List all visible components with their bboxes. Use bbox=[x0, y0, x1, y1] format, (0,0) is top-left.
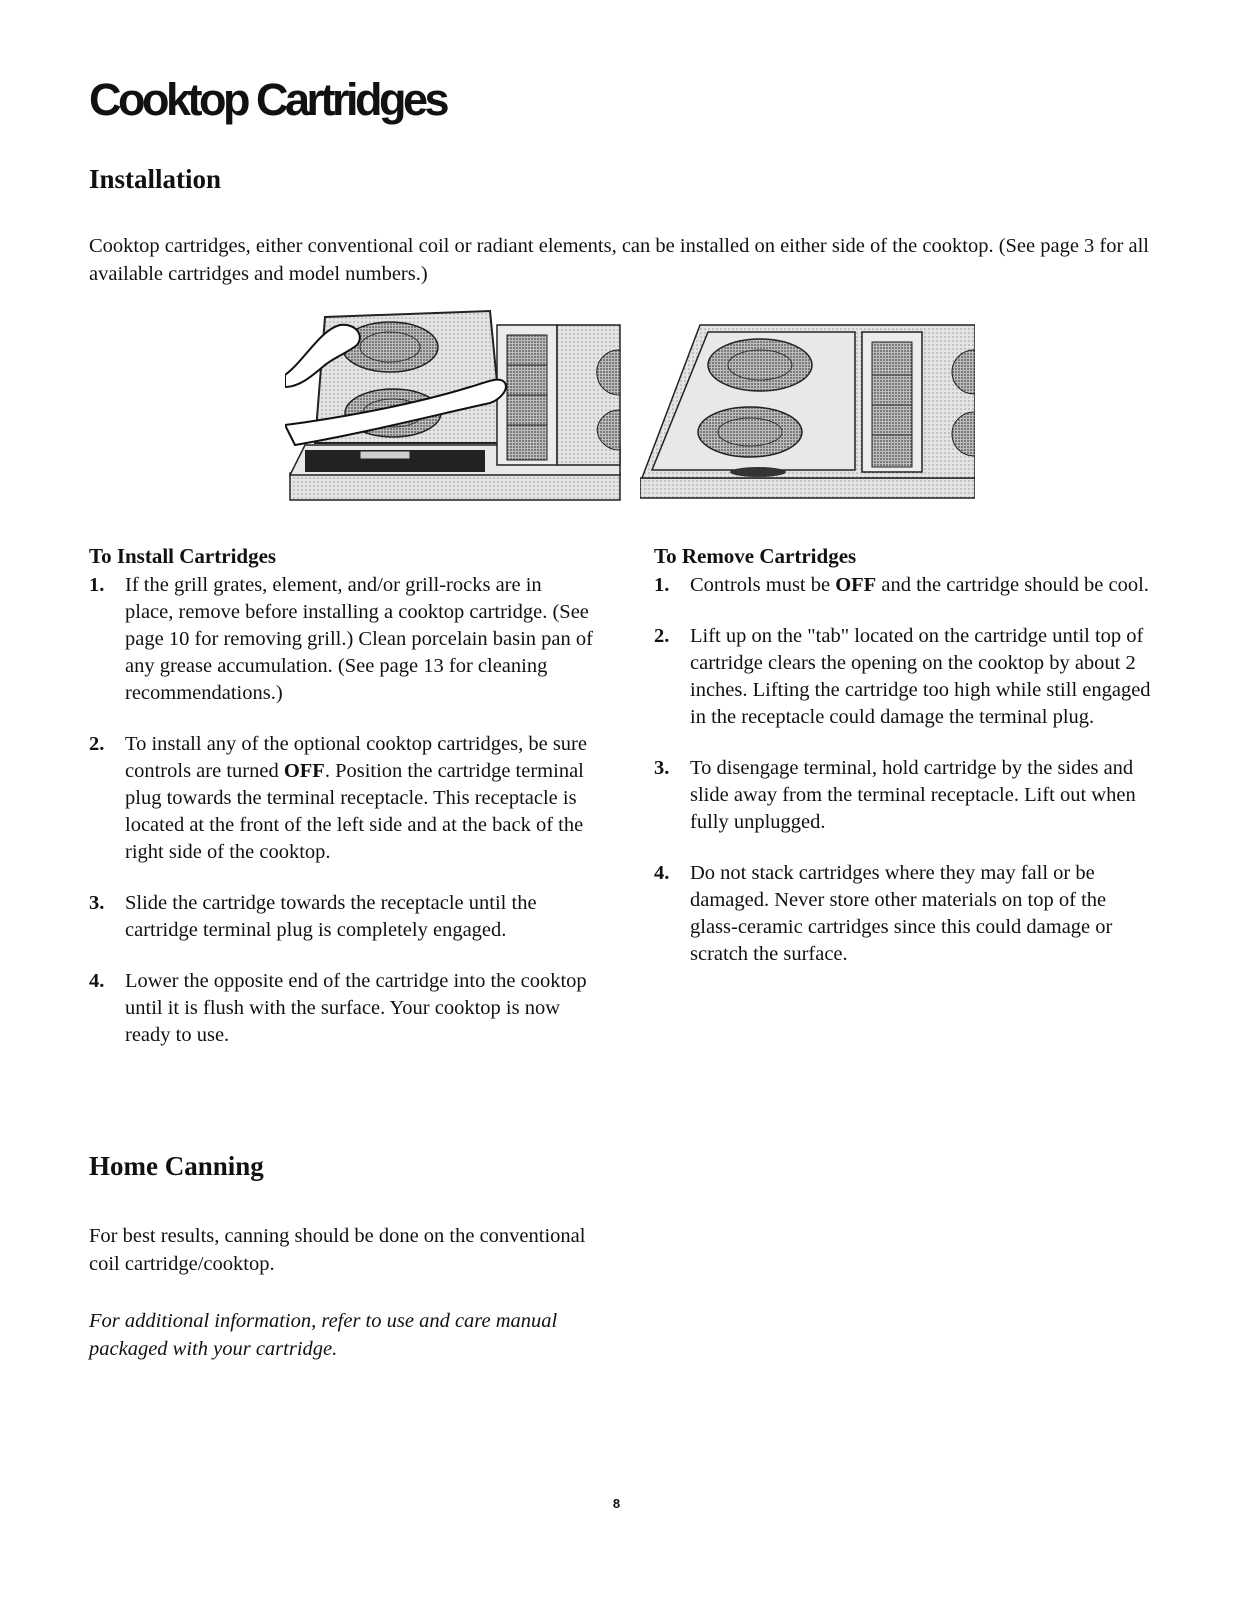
remove-step bbox=[654, 860, 1154, 968]
step-number: 3. bbox=[654, 757, 670, 779]
off-emphasis: OFF bbox=[835, 574, 877, 596]
cooktop-installing-cartridge-illustration bbox=[285, 305, 625, 505]
step-text: To install any of the optional cooktop cartridges, be sure controls are turned bbox=[125, 733, 587, 782]
step-number: 2. bbox=[654, 625, 670, 647]
additional-info-note: For additional information, refer to use and care manual packaged with your cartridge. bbox=[89, 1310, 558, 1360]
remove-cartridges-section bbox=[654, 543, 1154, 992]
installation-intro: Cooktop cartridges, either conventional coil or radiant elements, can be installed on either side of the cooktop. (See page 3 for all available cartridges and model numbers.) bbox=[89, 235, 1149, 285]
install-cartridges-heading: To Install Cartridges bbox=[89, 544, 277, 568]
remove-step bbox=[654, 755, 1154, 836]
step-text: If the grill grates, element, and/or grill-rocks are in place, remove before installing a cooktop cartridge. (See page 10 for removing grill.) Clean porcelain basin pan of any grease accumulation. (See page 13 for cleaning recommendations.) bbox=[125, 574, 593, 704]
step-text: Lower the opposite end of the cartridge into the cooktop until it is flush with the surface. Your cooktop is now ready to use. bbox=[125, 970, 587, 1046]
remove-step bbox=[654, 572, 1154, 599]
step-number: 4. bbox=[89, 970, 105, 992]
install-step bbox=[89, 572, 594, 707]
page-number: 8 bbox=[612, 1496, 621, 1511]
step-number: 4. bbox=[654, 862, 670, 884]
install-step bbox=[89, 731, 594, 866]
install-step bbox=[89, 890, 594, 944]
remove-cartridges-heading: To Remove Cartridges bbox=[654, 544, 857, 568]
step-text: Do not stack cartridges where they may fall or be damaged. Never store other materials on top of the glass-ceramic cartridges since this could damage or scratch the surface. bbox=[690, 862, 1113, 965]
home-canning-heading: Home Canning bbox=[89, 1151, 264, 1181]
step-text: Controls must be bbox=[690, 574, 836, 596]
installation-heading: Installation bbox=[89, 164, 222, 194]
step-text: . Position the cartridge terminal plug towards the terminal receptacle. This receptacle is located at the front of the left side and at the back of the right side of the cooktop. bbox=[125, 760, 584, 863]
remove-steps-list bbox=[654, 572, 1154, 968]
step-text: To disengage terminal, hold cartridge by the sides and slide away from the terminal receptacle. Lift out when fully unplugged. bbox=[690, 757, 1136, 833]
cooktop-installed-illustration bbox=[640, 320, 975, 500]
step-number: 1. bbox=[89, 574, 105, 596]
install-steps-list bbox=[89, 572, 594, 1049]
page-title: Cooktop Cartridges bbox=[89, 74, 447, 125]
step-text: and the cartridge should be cool. bbox=[876, 574, 1149, 596]
remove-step bbox=[654, 623, 1154, 731]
step-number: 1. bbox=[654, 574, 670, 596]
step-number: 2. bbox=[89, 733, 105, 755]
home-canning-text: For best results, canning should be done on the conventional coil cartridge/cooktop. bbox=[89, 1225, 586, 1275]
off-emphasis: OFF bbox=[283, 760, 325, 782]
step-text: Lift up on the "tab" located on the cartridge until top of cartridge clears the opening on the cooktop by about 2 inches. Lifting the cartridge too high while still engaged in the receptacle could damage the terminal plug. bbox=[690, 625, 1151, 728]
install-step bbox=[89, 968, 594, 1049]
step-text: Slide the cartridge towards the receptacle until the cartridge terminal plug is completely engaged. bbox=[125, 892, 537, 941]
step-number: 3. bbox=[89, 892, 105, 914]
install-cartridges-section bbox=[89, 543, 594, 1073]
